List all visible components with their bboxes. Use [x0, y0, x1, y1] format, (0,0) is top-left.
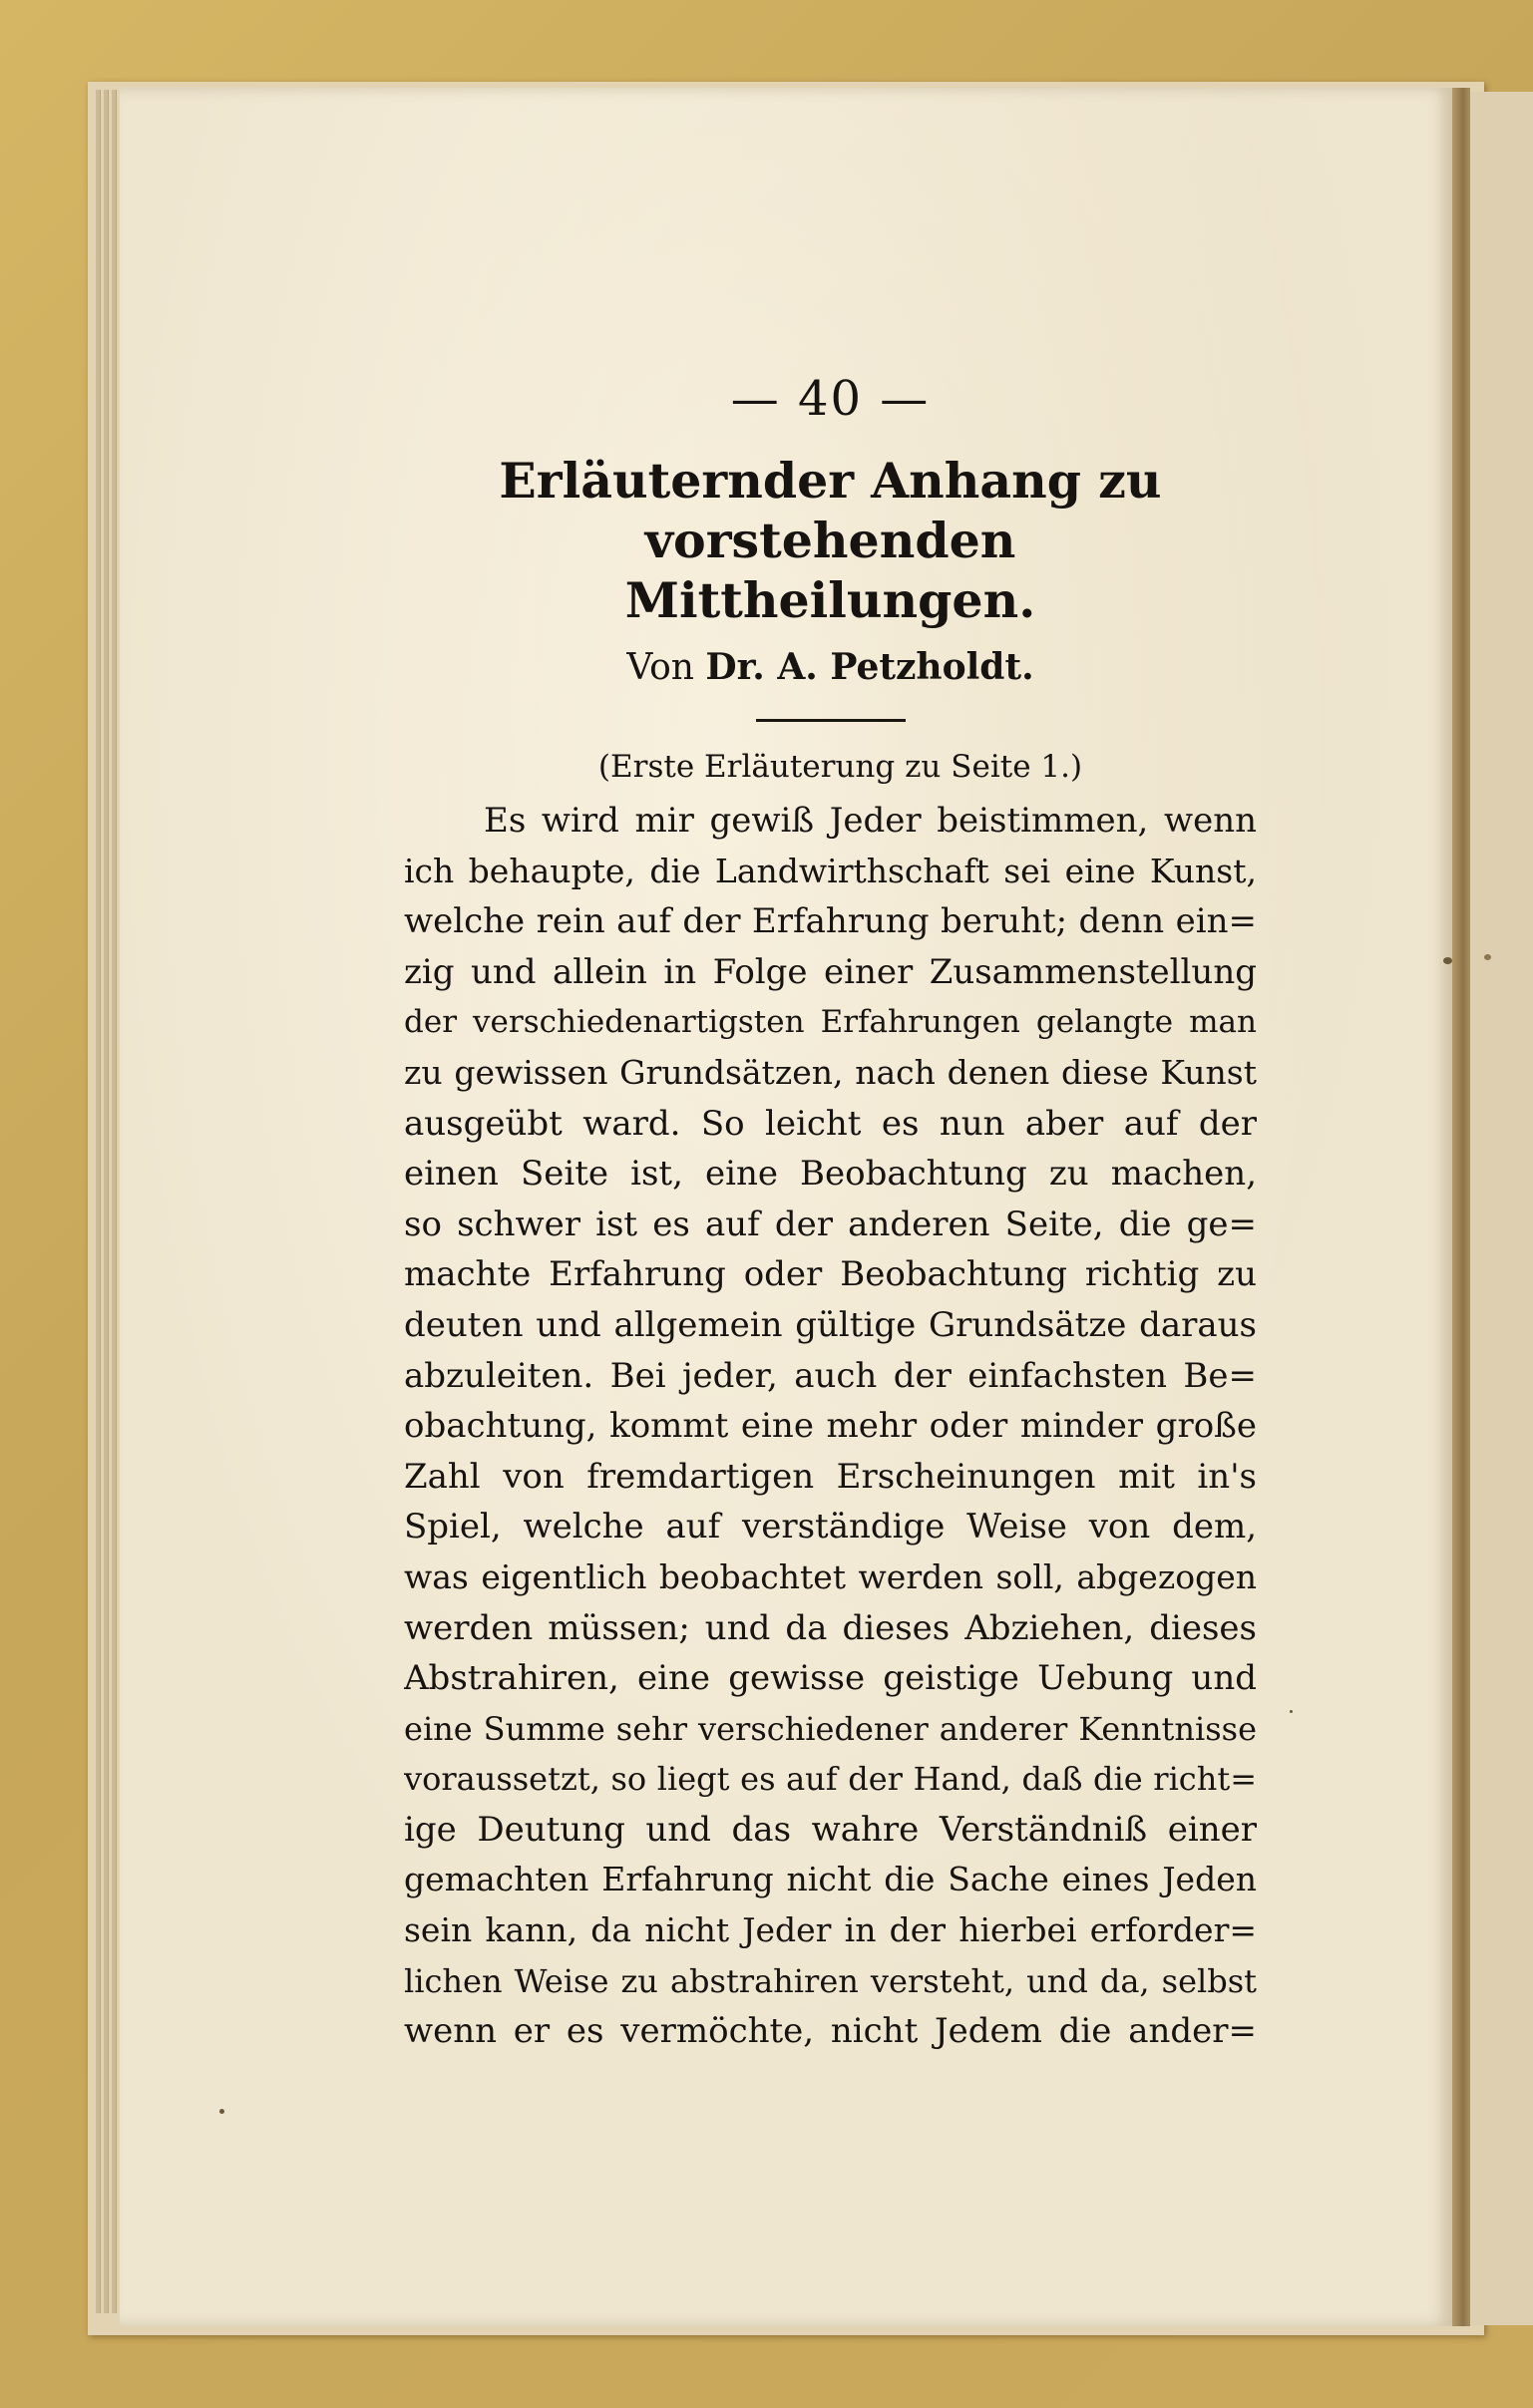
text-line: Abstrahiren, eine gewisse geistige Uebung und	[404, 1658, 1257, 1699]
page-edge	[104, 90, 109, 2313]
text-line: sein kann, da nicht Jeder in der hierbei erforder=	[404, 1910, 1257, 1950]
text-line: deuten und allgemein gültige Grundsätze daraus	[404, 1304, 1257, 1345]
title-rule	[756, 719, 906, 722]
text-line: machte Erfahrung oder Beobachtung richtig zu	[404, 1254, 1257, 1295]
text-line: so schwer ist es auf der anderen Seite, die ge=	[404, 1204, 1257, 1244]
text-line: ige Deutung und das wahre Verständniß einer	[404, 1809, 1257, 1850]
book-gutter	[1452, 88, 1470, 2326]
author-name: Dr. A. Petzholdt.	[705, 646, 1034, 688]
text-line: welche rein auf der Erfahrung beruht; denn ein=	[404, 901, 1257, 942]
page-text	[404, 369, 1257, 2057]
text-line: Es wird mir gewiß Jeder beistimmen, wenn	[484, 801, 1257, 841]
paper-speck	[1443, 957, 1452, 964]
text-line: wenn er es vermöchte, nicht Jedem die ander=	[404, 2011, 1257, 2052]
text-line: ausgeübt ward. So leicht es nun aber auf der	[404, 1103, 1257, 1144]
text-line: einen Seite ist, eine Beobachtung zu machen,	[404, 1154, 1257, 1195]
chapter-title	[404, 451, 1257, 630]
author-line	[404, 642, 1257, 693]
text-line: werden müssen; und da dieses Abziehen, dieses	[404, 1607, 1257, 1648]
page-edge	[112, 90, 117, 2313]
text-line: gemachten Erfahrung nicht die Sache eines Jeden	[404, 1860, 1257, 1899]
paper-speck	[219, 2109, 224, 2114]
text-line: Zahl von fremdartigen Erscheinungen mit in's	[404, 1456, 1257, 1497]
text-line: zu gewissen Grundsätzen, nach denen diese Kunst	[404, 1052, 1257, 1092]
subheading: (Erste Erläuterung zu Seite 1.)	[597, 749, 1083, 785]
page-edge	[96, 90, 101, 2313]
paper-speck	[1484, 954, 1491, 960]
text-line: Spiel, welche auf verständige Weise von dem,	[404, 1507, 1257, 1548]
text-line: obachtung, kommt eine mehr oder minder große	[404, 1406, 1257, 1447]
text-line: lichen Weise zu abstrahiren versteht, und da, selbst	[404, 1961, 1257, 2000]
text-line: zig und allein in Folge einer Zusammenstellung	[404, 951, 1257, 992]
text-line: abzuleiten. Bei jeder, auch der einfachsten Be=	[404, 1355, 1257, 1396]
text-line: voraussetzt, so liegt es auf der Hand, daß die richt=	[404, 1760, 1257, 1799]
text-line: was eigentlich beobachtet werden soll, abgezogen	[404, 1556, 1257, 1596]
facing-page-edge	[1470, 92, 1533, 2325]
body-paragraph	[404, 796, 1257, 2057]
title-line: Mittheilungen.	[624, 571, 1036, 629]
text-line: ich behaupte, die Landwirthschaft sei eine Kunst,	[404, 851, 1257, 890]
page-number: — 40 —	[730, 371, 931, 427]
text-line: der verschiedenartigsten Erfahrungen gelangte man	[404, 1004, 1257, 1041]
author-prefix: Von	[626, 647, 694, 688]
paper-speck	[1290, 1710, 1293, 1713]
text-line: eine Summe sehr verschiedener anderer Kenntnisse	[404, 1709, 1257, 1748]
title-line: Erläuternder Anhang zu vorstehenden	[499, 452, 1162, 569]
